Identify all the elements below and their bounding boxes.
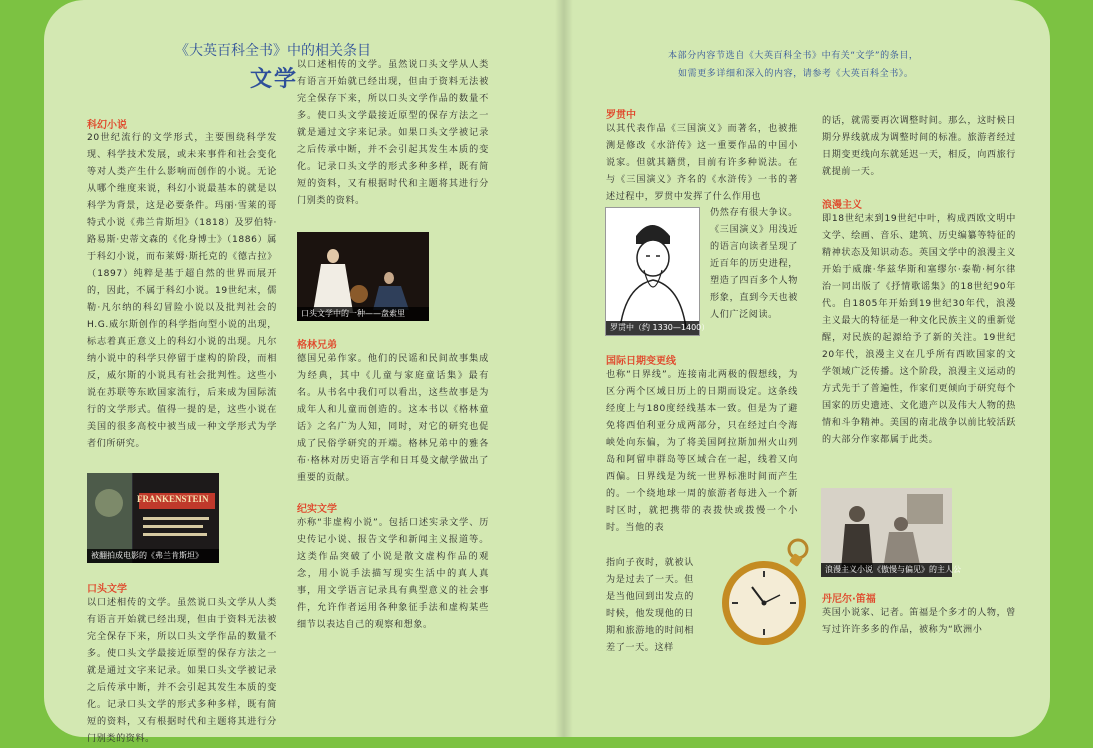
oral-body-part2 — [297, 60, 489, 216]
luo-body-side: 仍然存有很大争议。《三国演义》用浅近的语言向读者呈现了近百年的历史进程，塑造了四百多个人物形象，直到今天也被人们广泛阅读。 — [710, 208, 798, 320]
luo-body-top: 以其代表作品《三国演义》而著名，也被推测是修改《水浒传》这一重要作品的中国小说家。但就其籍贯，目前有许多种说法。在与《三国演义》齐名的《水浒传》一书的著述过程中，罗贯中发挥了什么作用也 — [606, 124, 798, 202]
nonfiction-heading: 纪实文学 — [297, 504, 337, 515]
scifi-body: 20世纪流行的文学形式，主要围绕科学发现、科学技术发展，或未来事件和社会变化等对人类产生什么影响而创作的小说。无论从哪个维度来说，科幻小说最基本的就是以科学为背景，这是必要条件。玛丽·雪莱的哥特式小说《弗兰肯斯坦》（1818）及罗伯特·路易斯·史蒂文森的《化身博士》（1886）属于科幻小说，而布莱姆·斯托克的《德古拉》（1897）纯粹是基于超自然的世界而展开的，因此，不属于科幻小说。19世纪末，儒勒·凡尔纳的科幻冒险小说以及批判社会的H.G.威尔斯创作的科学指向型小说的出现，标志着真正意义上的科幻小说的出现。凡尔纳小说中的科学只停留于虚构的阶段，而相反，威尔斯的小说具有社会批判性。这些小说在苏联等东欧国家流行，后来成为国际流行的文学形式。值得一提的是，这些小说在美国的很多高校中被当成一种文学形式为学者们所研究。 — [87, 133, 277, 449]
luo-caption: 罗贯中（约 1330—1400） — [606, 321, 699, 335]
frankenstein-caption: 被翻拍成电影的《弗兰肯斯坦》 — [87, 549, 219, 563]
romance-image — [821, 488, 961, 577]
header-note-line2: 如需更多详细和深入的内容，请参考《大英百科全书》。 — [678, 69, 914, 79]
grimm-body: 德国兄弟作家。他们的民谣和民间故事集成为经典，其中《儿童与家庭童话集》最有名。从书名中我们可以看出，这些故事是为成年人和儿童而创造的。这本书以《格林童话》之名广为人知，同时，对它的研究也促成了民俗学研究的开端。格林兄弟中的雅各布·格林对历史语言学和日耳曼文献学做出了重要的贡献。 — [297, 354, 489, 483]
grimm-heading: 格林兄弟 — [297, 340, 337, 351]
romance-caption: 浪漫主义小说《傲慢与偏见》的主人公 — [821, 563, 952, 577]
dateline-body: 也称“日界线”。连接南北两极的假想线，为区分两个区域日历上的日期而设定。这条线经度上与180度经线基本一致。但是为了避免将西伯利亚分成两部分，只在经过白令海峡处向东偏，为了将美国阿拉斯加州火山列岛和阿留申群岛等区域合在一起，线着又向西偏。日界线是为统一世界标准时间而产生的。一个绕地球一周的旅游者每进入一个新时区时，就把携带的表拨快或拨慢一个小时。当他的表 — [606, 370, 798, 533]
oral-heading: 口头文学 — [87, 584, 127, 595]
pansori-image — [297, 232, 429, 321]
dateline-heading: 国际日期变更线 — [606, 356, 676, 367]
header-subtitle: 《大英百科全书》中的相关条目 — [175, 43, 371, 59]
luo-portrait — [605, 207, 710, 336]
defoe-heading: 丹尼尔·笛福 — [822, 594, 876, 605]
frankenstein-image — [87, 473, 219, 563]
frankenstein-poster-title: FRANKENSTEIN — [137, 494, 209, 504]
book-gutter — [555, 0, 573, 737]
oral-body-continued: 以口述相传的文学。虽然说口头文学从人类有语言开始就已经出现，但由于资料无法被完全保存下来，所以口头文学作品的数量不多。使口头文学最接近原型的保存方法之一就是通过文字来记录。如果口头文学被记录之后传承中断，并不会引起其发生本质的变化。记录口头文学的形式多种多样，既有简短的资料，又有根据时代和主题将其进行分门别类的资料。 — [297, 60, 489, 206]
romanticism-heading: 浪漫主义 — [822, 200, 862, 211]
dateline-body-continued: 的话，就需要再次调整时间。那么，这时候日期分界线就成为调整时间的标准。旅游者经过日期变更线向东就延迟一天，相反，向西旅行就提前一天。 — [822, 116, 1016, 177]
dateline-body-tail: 指向子夜时，就被认为是过去了一天。但是当他回到出发点的时候，他发现他的日期和旅游地的时间相差了一天。这样 — [606, 558, 694, 653]
nonfiction-body: 亦称“非虚构小说”。包括口述实录文学、历史传记小说、报告文学和新闻主义报道等。这类作品突破了小说是散文虚构作品的观念，用小说手法描写现实生活中的真人真事，用文学语言记录具有典型意义的社会事件，允许作者运用各种象征手法和虚构某些细节以表达自己的观察和想象。 — [297, 518, 489, 630]
defoe-body: 英国小说家、记者。笛福是个多才的人物，曾写过许许多多的作品，被称为“欧洲小 — [822, 608, 1016, 635]
header-note-line1: 本部分内容节选自《大英百科全书》中有关“文学”的条目， — [668, 51, 919, 61]
pocket-watch-icon — [698, 533, 818, 651]
romanticism-body: 即18世纪末到19世纪中叶，构成西欧文明中文学、绘画、音乐、建筑、历史编纂等特征的精神状态及知识动态。英国文学中的浪漫主义开始于威廉·华兹华斯和塞缪尔·泰勒·柯尔律治一同出版了《抒情歌谣集》的18世纪90年代。自1805年开始到19世纪30年代，浪漫主义最大的特征是一种文化民族主义的重新觉醒，对民族的起源给予了新的关注。19世纪20年代，浪漫主义在几乎所有西欧国家的文学领域广泛传播。这个阶段，浪漫主义运动的方式先于了普遍性，作家们更倾向于研究每个国家的历史遗迹、文化遗产以及伟大人物的热情和斗争精神。美国的南北战争以前比较活跃的大部分作家都属于此类。 — [822, 214, 1016, 445]
scifi-heading: 科幻小说 — [87, 120, 127, 131]
oral-body-part1: 以口述相传的文学。虽然说口头文学从人类有语言开始就已经出现，但由于资料无法被完全保存下来，所以口头文学作品的数量不多。使口头文学最接近原型的保存方法之一就是通过文字来记录。如果口头文学被记录之后传承中断，并不会引起其发生本质的变化。记录口头文学的形式多种多样，既有简短的资料，又有根据时代和主题将其进行分门别类的资料。 — [87, 598, 277, 744]
pansori-caption: 口头文学中的一种——盘索里 — [297, 307, 429, 321]
luo-heading: 罗贯中 — [606, 110, 636, 121]
luo-portrait-icon — [606, 208, 699, 335]
header-title: 文学 — [250, 67, 299, 92]
